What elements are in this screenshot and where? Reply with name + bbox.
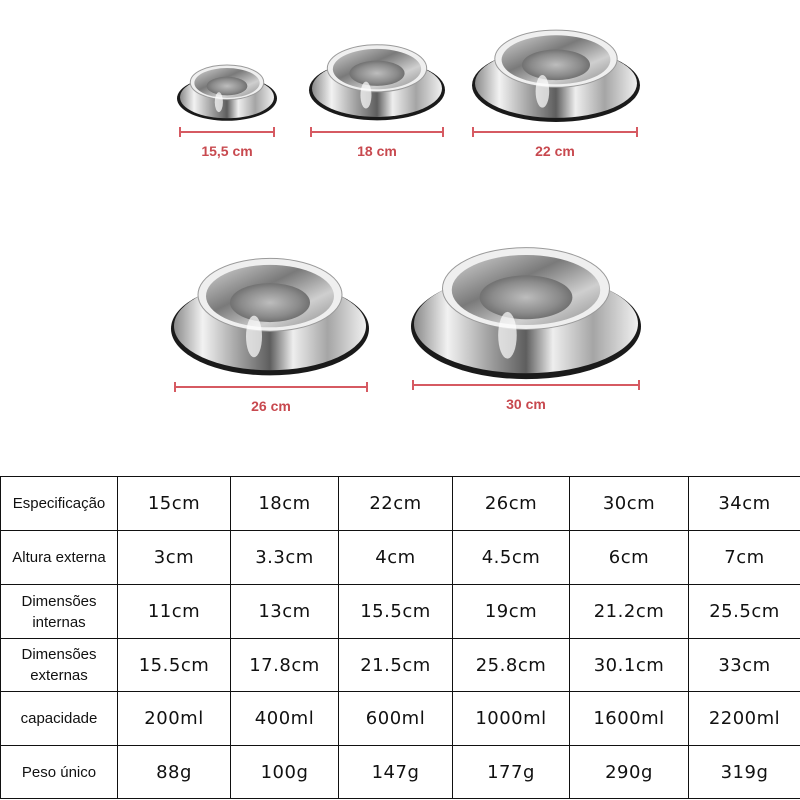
bowl-drawing <box>410 236 642 382</box>
table-cell: 25.8cm <box>453 639 570 692</box>
table-cell: 15.5cm <box>339 585 453 639</box>
dimension-label: 26 cm <box>251 398 291 414</box>
bowl-highlight <box>536 75 550 108</box>
bowl-drawing <box>176 60 278 122</box>
row-header: Dimensões internas <box>1 585 118 639</box>
table-row <box>1 585 800 639</box>
bowl-highlight <box>246 316 262 358</box>
bowl-highlight <box>360 82 371 109</box>
table-cell: 21.2cm <box>570 585 689 639</box>
bowl-drawing <box>471 22 641 124</box>
table-cell: 600ml <box>339 692 453 746</box>
table-cell: 34cm <box>689 477 800 531</box>
table-cell: 22cm <box>339 477 453 531</box>
table-cell: 4.5cm <box>453 531 570 585</box>
table-cell: 21.5cm <box>339 639 453 692</box>
bowl-image-2 <box>308 38 446 122</box>
row-header: Especificação <box>1 477 118 531</box>
bowl-floor <box>207 77 248 96</box>
row-header: Peso único <box>1 746 118 799</box>
dimension-label: 30 cm <box>506 396 546 412</box>
table-cell: 30cm <box>570 477 689 531</box>
bowl-highlight <box>215 92 223 112</box>
table-cell: 177g <box>453 746 570 799</box>
table-cell: 19cm <box>453 585 570 639</box>
table-row <box>1 692 800 746</box>
table-cell: 200ml <box>118 692 231 746</box>
table-row <box>1 746 800 799</box>
table-cell: 17.8cm <box>231 639 339 692</box>
table-cell: 11cm <box>118 585 231 639</box>
table-cell: 400ml <box>231 692 339 746</box>
table-row <box>1 477 800 531</box>
dimension-label: 15,5 cm <box>201 143 253 159</box>
spec-table <box>0 476 800 799</box>
bowl-image-1 <box>176 60 278 122</box>
bowl-drawing <box>170 248 370 378</box>
bowl-floor <box>480 275 573 319</box>
table-cell: 25.5cm <box>689 585 800 639</box>
table-cell: 1000ml <box>453 692 570 746</box>
bowl-image-4 <box>170 248 370 378</box>
table-cell: 147g <box>339 746 453 799</box>
table-cell: 15.5cm <box>118 639 231 692</box>
table-cell: 319g <box>689 746 800 799</box>
table-row <box>1 639 800 692</box>
table-cell: 88g <box>118 746 231 799</box>
spec-table-body <box>1 477 800 799</box>
table-cell: 2200ml <box>689 692 800 746</box>
table-cell: 3cm <box>118 531 231 585</box>
table-cell: 100g <box>231 746 339 799</box>
table-cell: 1600ml <box>570 692 689 746</box>
table-cell: 6cm <box>570 531 689 585</box>
row-header: Altura externa <box>1 531 118 585</box>
row-header: Dimensões externas <box>1 639 118 692</box>
bowl-floor <box>230 283 310 322</box>
table-cell: 15cm <box>118 477 231 531</box>
dimension-label: 22 cm <box>535 143 575 159</box>
bowl-drawing <box>308 38 446 122</box>
table-row <box>1 531 800 585</box>
table-cell: 26cm <box>453 477 570 531</box>
table-cell: 33cm <box>689 639 800 692</box>
bowl-floor <box>349 61 404 86</box>
table-cell: 290g <box>570 746 689 799</box>
table-cell: 18cm <box>231 477 339 531</box>
table-cell: 4cm <box>339 531 453 585</box>
table-cell: 7cm <box>689 531 800 585</box>
bowl-image-3 <box>471 22 641 124</box>
table-cell: 3.3cm <box>231 531 339 585</box>
dimension-label: 18 cm <box>357 143 397 159</box>
table-cell: 13cm <box>231 585 339 639</box>
row-header: capacidade <box>1 692 118 746</box>
bowl-image-5 <box>410 236 642 382</box>
table-cell: 30.1cm <box>570 639 689 692</box>
bowl-highlight <box>498 312 517 359</box>
bowl-floor <box>522 50 590 81</box>
